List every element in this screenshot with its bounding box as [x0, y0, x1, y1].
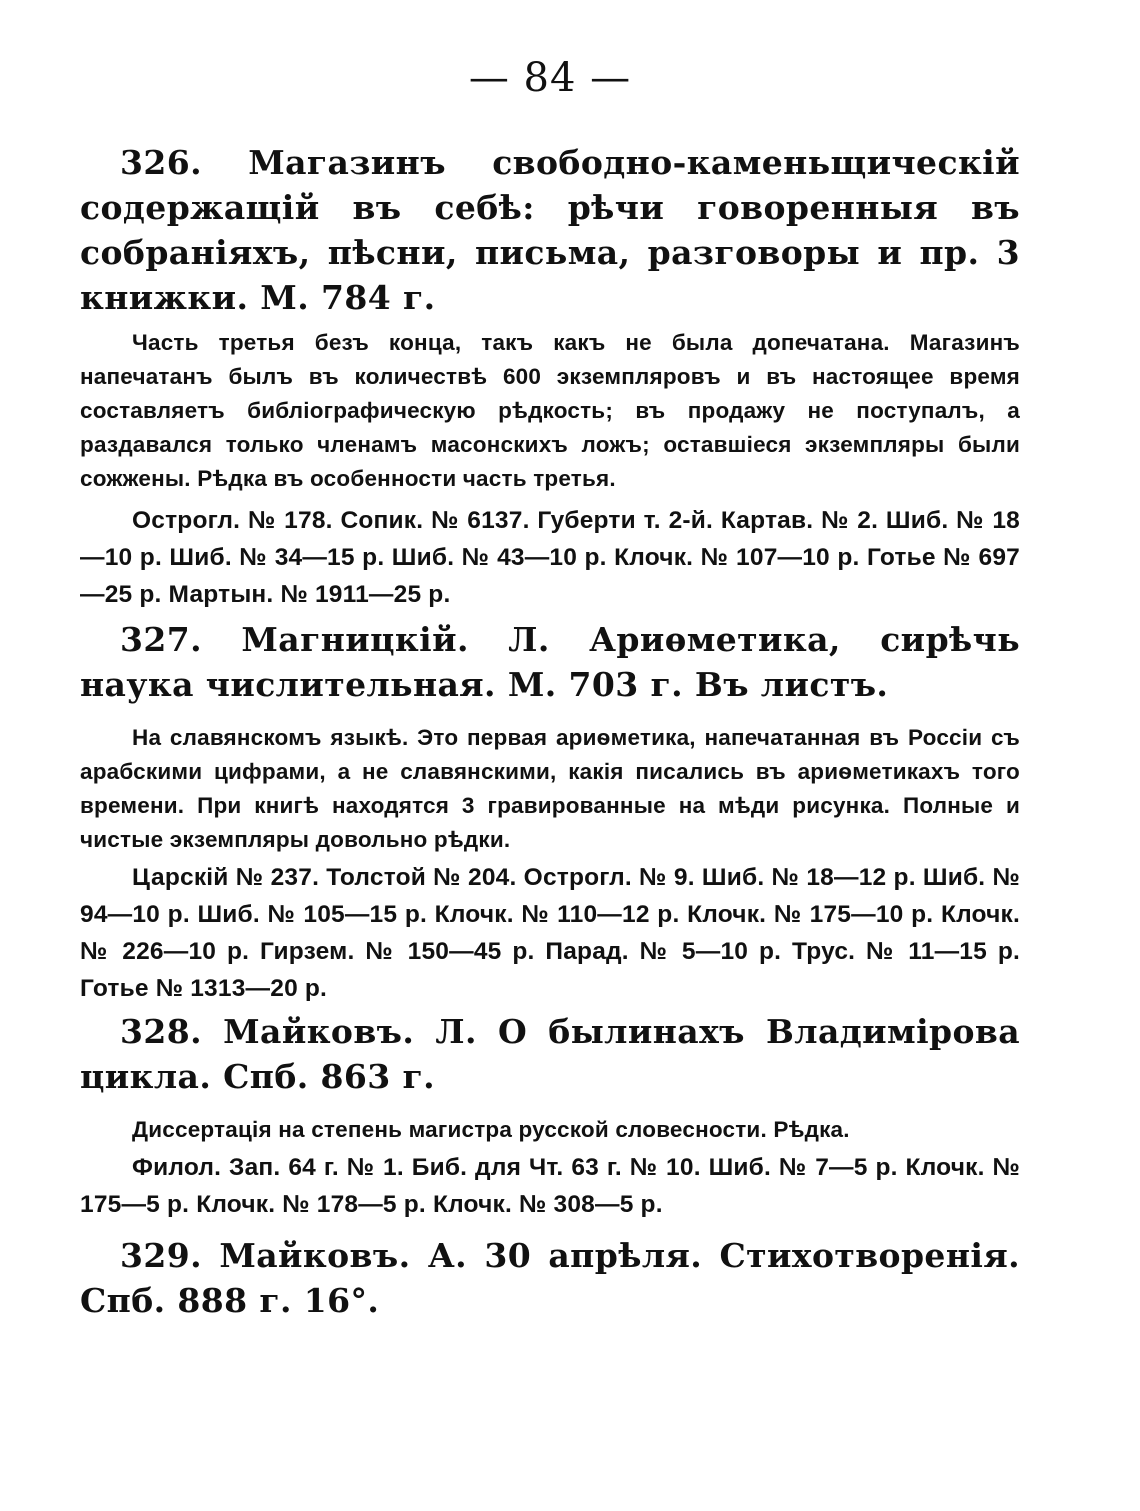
entry-328 [80, 1009, 1020, 1223]
entry-note: Диссертація на степень магистра русской словесности. Рѣдка. [132, 1117, 850, 1142]
entry-title: 329. Майковъ. А. 30 апрѣля. Стихотворенія. Спб. 888 г. 16°. [80, 1236, 1020, 1320]
entry-327 [80, 617, 1020, 1007]
entry-references: Острогл. № 178. Сопик. № 6137. Губерти т. 2-й. Картав. № 2. Шиб. № 18—10 р. Шиб. № 34—15 р. Шиб. № 43—10 р. Клочк. № 107—10 р. Готье № 697—25 р. Мартын. № 1911—25 р. [80, 507, 1020, 608]
entry-326 [80, 140, 1020, 613]
entry-note: На славянскомъ языкѣ. Это первая ариѳметика, напечатанная въ Россіи съ арабскими цифрами, а не славянскими, какія писались въ ариѳметикахъ того времени. При книгѣ находятся 3 гравированные на мѣди рисунка. Полные и чистые экземпляры довольно рѣдки. [80, 725, 1020, 852]
entry-note: Часть третья безъ конца, такъ какъ не была допечатана. Магазинъ напечатанъ былъ въ количествѣ 600 экземпляровъ и въ настоящее время составляетъ библіографическую рѣдкость; въ продажу не поступалъ, а раздавался только членамъ масонскихъ ложъ; оставшіеся экземпляры были сожжены. Рѣдка въ особенности часть третья. [80, 330, 1020, 491]
entry-329 [80, 1233, 1020, 1323]
page-content [80, 140, 1020, 1323]
entry-references: Царскій № 237. Толстой № 204. Острогл. № 9. Шиб. № 18—12 р. Шиб. № 94—10 р. Шиб. № 105—15 р. Клочк. № 110—12 р. Клочк. № 175—10 р. Клочк. № 226—10 р. Гирзем. № 150—45 р. Парад. № 5—10 р. Трус. № 11—15 р. Готье № 1313—20 р. [80, 864, 1020, 1002]
entry-title: 328. Майковъ. Л. О былинахъ Владимірова цикла. Спб. 863 г. [80, 1012, 1020, 1096]
entry-references: Филол. Зап. 64 г. № 1. Биб. для Чт. 63 г. № 10. Шиб. № 7—5 р. Клочк. № 175—5 р. Клочк. № 178—5 р. Клочк. № 308—5 р. [80, 1154, 1020, 1218]
entry-title: 326. Магазинъ свободно-каменьщическій содержащій въ себѣ: рѣчи говоренныя въ собраніяхъ, пѣсни, письма, разговоры и пр. 3 книжки. М. 784 г. [80, 143, 1020, 317]
entry-title: 327. Магницкій. Л. Ариѳметика, сирѣчь наука числительная. М. 703 г. Въ листъ. [80, 620, 1020, 704]
page-number: — 84 — [468, 55, 632, 101]
